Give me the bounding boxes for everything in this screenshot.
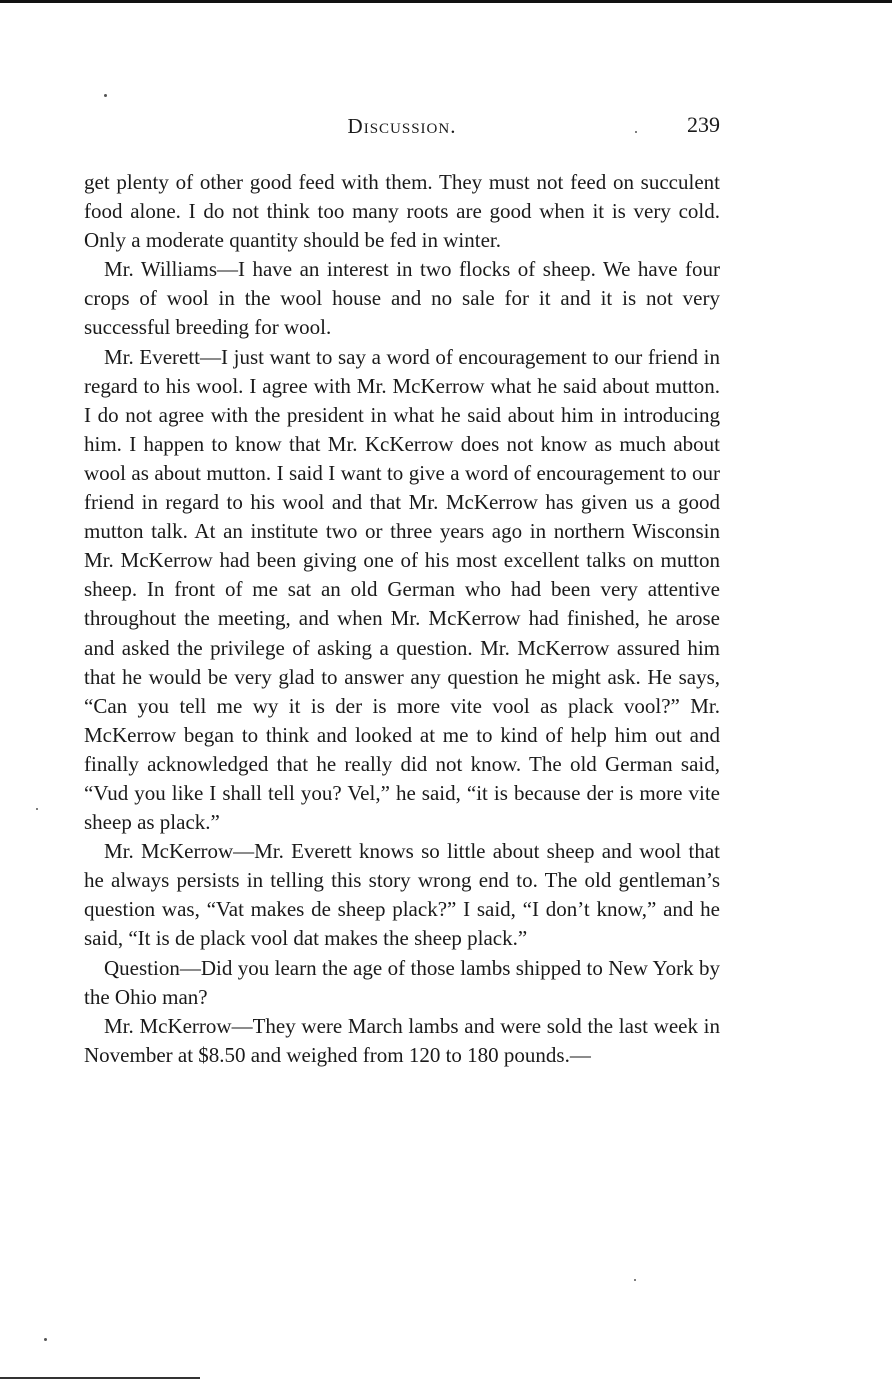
bottom-edge-rule [0, 1377, 200, 1379]
paragraph-mckerrow-answer: Mr. McKerrow—They were March lambs and were sold the last week in November at $8.50 and weighed from 120 to 180 pounds.— [84, 1013, 720, 1067]
page-header [84, 112, 720, 142]
paper-speck [44, 1338, 47, 1341]
paragraph-question: Question—Did you learn the age of those lambs shipped to New York by the Ohio man? [84, 955, 720, 1009]
paper-speck [36, 808, 38, 810]
body-text [84, 168, 720, 1070]
paper-speck [104, 94, 107, 97]
page-number: 239 [687, 112, 720, 137]
paragraph-continuation: get plenty of other good feed with them. They must not feed on succulent food alone. I do not think too many roots are good when it is very cold. Only a moderate quantity should be fed in winter. [84, 170, 720, 253]
paper-speck [634, 1279, 636, 1281]
top-edge-rule [0, 0, 892, 3]
paragraph-everett: Mr. Everett—I just want to say a word of encouragement to our friend in regard to his wool. I agree with Mr. McKerrow what he said about mutton. I do not agree with the president in what he said about him in introducing him. I happen to know that Mr. KcKerrow does not know as much about wool as about mutton. I said I want to give a word of encouragement to our friend in regard to his wool and that Mr. McKerrow has given us a good mutton talk. At an institute two or three years ago in northern Wisconsin Mr. McKerrow had been giving one of his most excellent talks on mutton sheep. In front of me sat an old German who had been very attentive throughout the meeting, and when Mr. McKerrow had finished, he arose and asked the privilege of asking a question. Mr. McKerrow assured him that he would be very glad to answer any question he might ask. He says, “Can you tell me wy it is der is more vite vool as plack vool?” Mr. McKerrow began to think and looked at me to kind of help him out and finally acknowledged that he really did not know. The old German said, “Vud you like I shall tell you? Vel,” he said, “it is because der is more vite sheep as plack.” [84, 344, 720, 835]
paragraph-mckerrow-reply: Mr. McKerrow—Mr. Everett knows so little about sheep and wool that he always persists in telling this story wrong end to. The old gentleman’s question was, “Vat makes de sheep plack?” I said, “I don’t know,” and he said, “It is de plack vool dat makes the sheep plack.” [84, 839, 720, 951]
paper-speck [635, 131, 637, 133]
running-head: Discussion. [347, 114, 457, 138]
paragraph-williams: Mr. Williams—I have an interest in two flocks of sheep. We have four crops of wool in the wool house and no sale for it and it is not very successful breeding for wool. [84, 257, 720, 340]
